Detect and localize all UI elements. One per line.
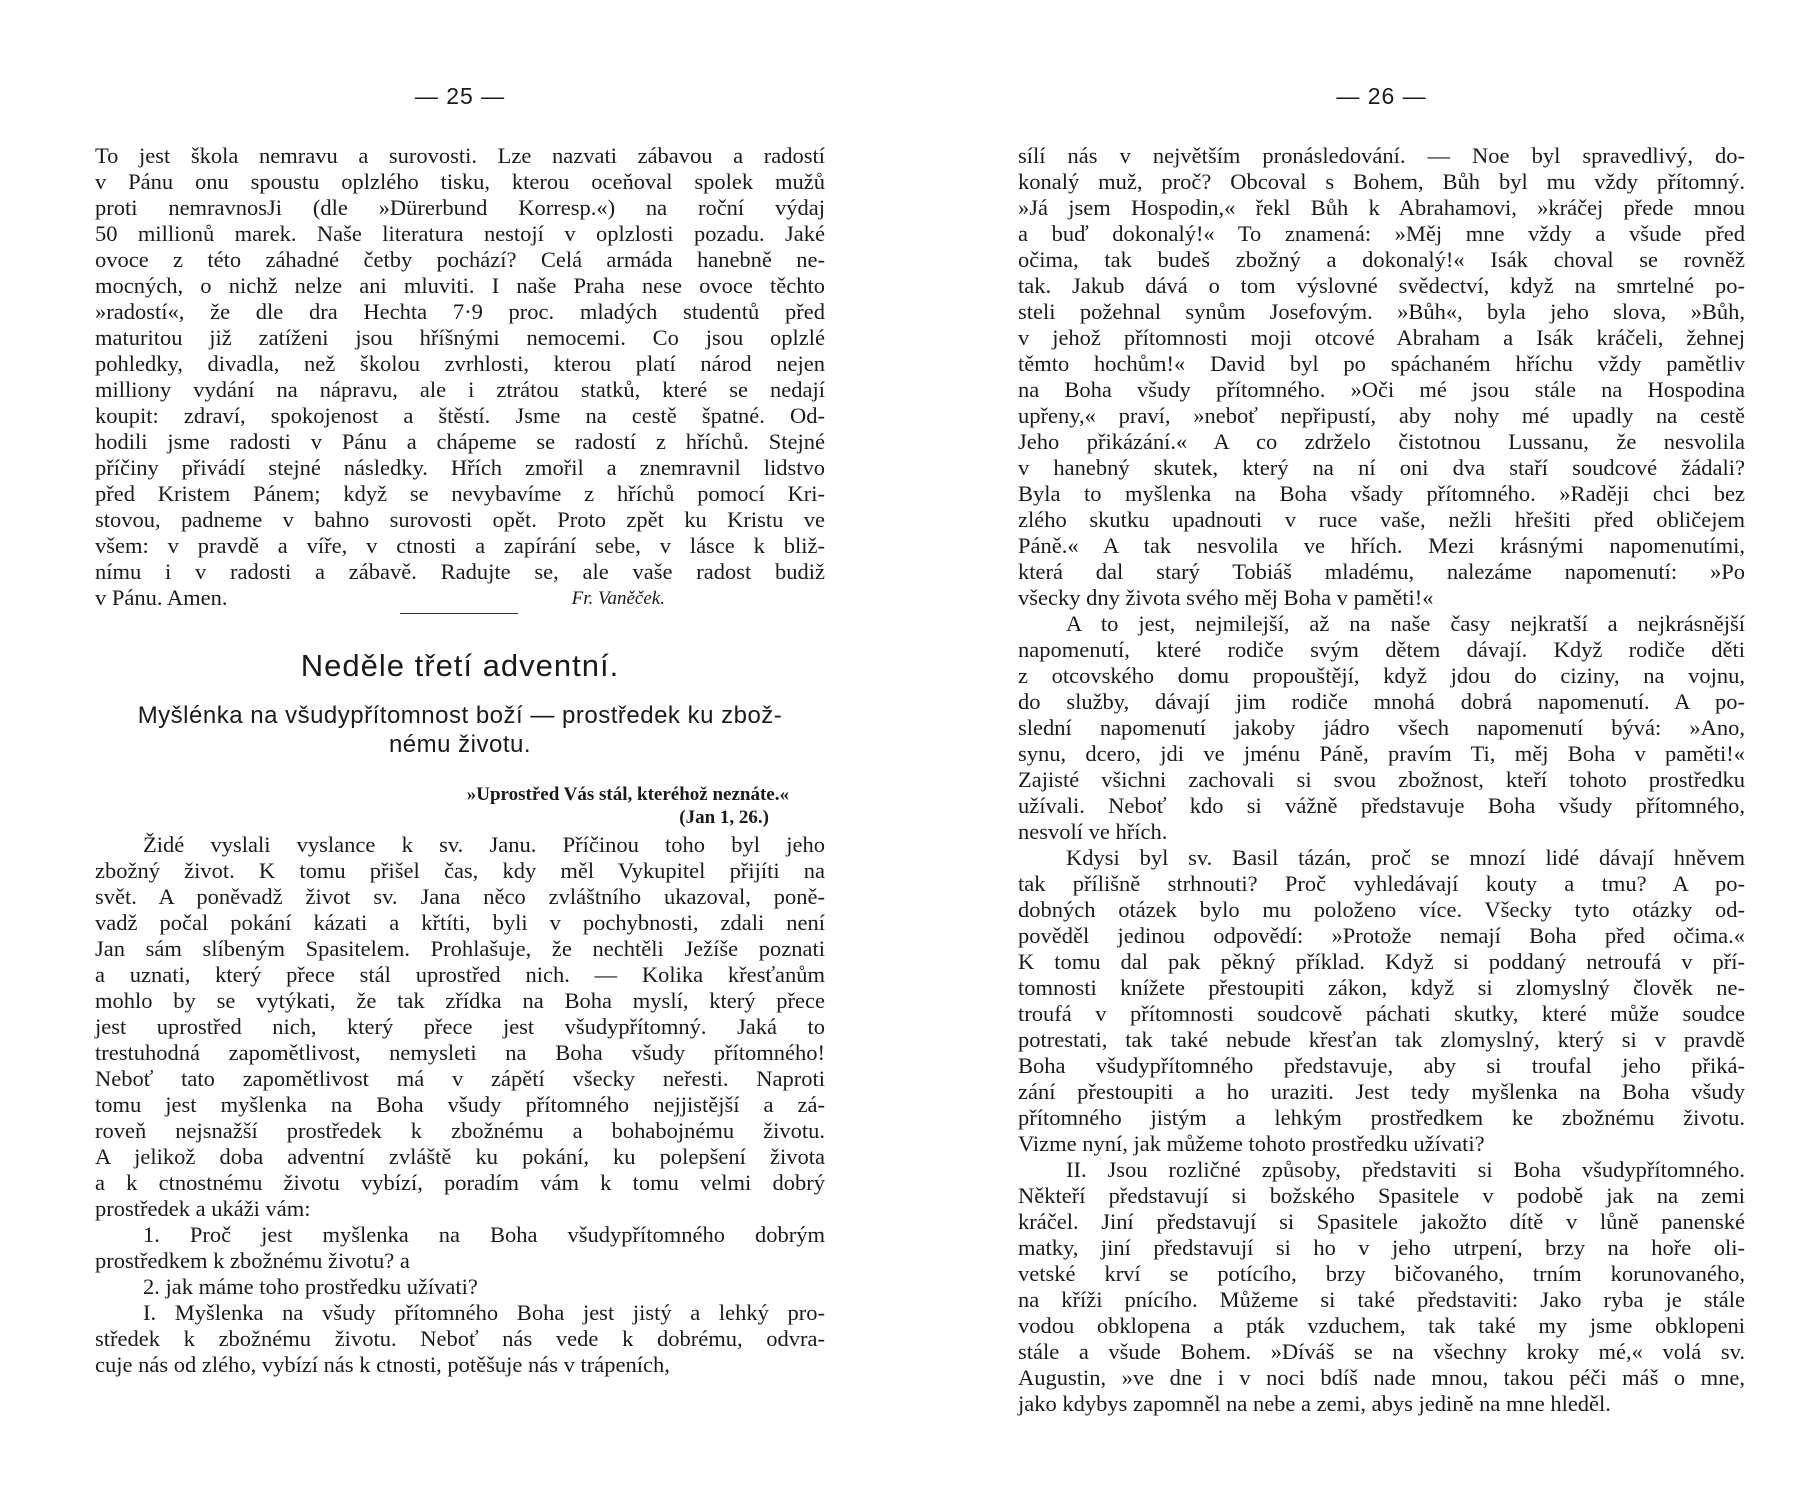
text-line: tomnosti knížete přestoupiti zákon, když si zlomyslný člověk ne- xyxy=(1018,975,1745,1000)
text-line: středek k zbožnému životu. Neboť nás vede k dobrému, odvra- xyxy=(95,1326,825,1351)
text-line: »radostí«, že dle dra Hechta 7·9 proc. mladých studentů před xyxy=(95,299,825,324)
text-line: konalý muž, proč? Obcoval s Bohem, Bůh byl mu vždy přítomný. xyxy=(1018,169,1745,194)
text-line: sílí nás v největším pronásledování. — Noe byl spravedlivý, do- xyxy=(1018,143,1745,168)
text-line: mocných, o nichž nelze ani mluviti. I naše Praha nese ovoce těchto xyxy=(95,273,825,298)
text-line: cuje nás od zlého, vybízí nás k ctnosti, potěšuje nás v trápeních, xyxy=(95,1352,670,1377)
text-line: pověděl jedinou odpovědí: »Protože nemají Boha před očima.« xyxy=(1018,923,1745,948)
motto-line: (Jan 1, 26.) xyxy=(679,807,769,828)
left-page xyxy=(95,0,825,1501)
text-line: »Já jsem Hospodin,« řekl Bůh k Abrahamovi, »kráčej přede mnou xyxy=(1018,195,1745,220)
text-line: Zajisté všichni zachovali si svou zbožnost, kteří tohoto prostředku xyxy=(1018,767,1745,792)
page-number-right: — 26 — xyxy=(1336,83,1427,109)
text-line: To jest škola nemravu a surovosti. Lze nazvati zábavou a radostí xyxy=(95,143,825,168)
text-line: dobných otázek bylo mu položeno více. Všecky tyto otázky od- xyxy=(1018,897,1745,922)
text-line: na kříži pnícího. Můžeme si také představiti: Jako ryba je stále xyxy=(1018,1287,1745,1312)
text-line: svět. A poněvadž život sv. Jana něco zvláštního ukazoval, poně- xyxy=(95,884,825,909)
text-line: zbožný život. K tomu přišel čas, kdy měl Vykupitel přijíti na xyxy=(95,858,825,883)
text-line: proti nemravnosJi (dle »Dürerbund Korresp.«) na roční výdaj xyxy=(95,195,825,220)
text-line: 2. jak máme toho prostředku užívati? xyxy=(143,1274,478,1299)
author-signature: Fr. Vaněček. xyxy=(571,588,665,609)
text-line: 50 millionů marek. Naše literatura nestojí v oplzlosti pozadu. Jaké xyxy=(95,221,825,246)
text-line: nímu i v radosti a zábavě. Radujte se, ale vaše radost budiž xyxy=(95,559,825,584)
text-line: Jan sám slíbeným Spasitelem. Prohlašuje, že nechtěli Ježíše poznati xyxy=(95,936,825,961)
right-page xyxy=(1018,0,1745,1501)
section-title: Neděle třetí adventní. xyxy=(300,648,620,683)
text-line: stovou, padneme v bahno surovosti opět. Proto zpět ku Kristu ve xyxy=(95,507,825,532)
motto-line: »Uprostřed Vás stál, kteréhož neznáte.« xyxy=(466,784,789,805)
text-line: pohledky, divadla, než školou zvrhlosti, kterou platí národ nejen xyxy=(95,351,825,376)
left-body-text xyxy=(95,832,825,1378)
text-line: Augustin, »ve dne i v noci bdíš nade mnou, takou péči máš o mne, xyxy=(1018,1365,1745,1390)
subtitle-line: Myšlénka na všudypřítomnost boží — prostředek ku zbož- xyxy=(137,702,783,729)
text-line: milliony vydání na nápravu, ale i ztrátou statků, které se nedají xyxy=(95,377,825,402)
text-line: upřeny,« praví, »neboť nepřipustí, aby nohy mé upadly na cestě xyxy=(1018,403,1745,428)
text-line: potrestati, tak také nebude křesťan tak zlomyslný, který si v pravdě xyxy=(1018,1027,1745,1052)
page-number-left: — 25 — xyxy=(414,83,506,109)
text-line: stále a všude Bohem. »Díváš se na všechny kroky mé,« volá sv. xyxy=(1018,1339,1745,1364)
text-line: troufá v přítomnosti soudcově páchati skutky, které může soudce xyxy=(1018,1001,1745,1026)
text-line: Někteří představují si božského Spasitele v podobě jak na zemi xyxy=(1018,1183,1745,1208)
signature-row xyxy=(95,585,825,611)
text-line: v hanebný skutek, který na ní oni dva staří soudcové žádali? xyxy=(1018,455,1745,480)
text-line: tak přílišně strhnouti? Proč vyhledávají kouty a tmu? A po- xyxy=(1018,871,1745,896)
text-line: všecky dny života svého měj Boha v paměti!« xyxy=(1018,585,1434,610)
text-line: K tomu dal pak pěkný příklad. Když si poddaný netroufá v pří- xyxy=(1018,949,1745,974)
text-line: Vizme nyní, jak můžeme tohoto prostředku užívati? xyxy=(1018,1131,1485,1156)
text-line: Páně.« A tak nesvolila ve hřích. Mezi krásnými napomenutími, xyxy=(1018,533,1745,558)
text-line: užívali. Neboť kdo si vážně představuje Boha všudy přítomného, xyxy=(1018,793,1745,818)
text-line: slední napomenutí jakoby jádro všech napomenutí bývá: »Ano, xyxy=(1018,715,1745,740)
text-line: koupit: zdraví, spokojenost a štěstí. Jsme na cestě špatné. Od- xyxy=(95,403,825,428)
text-line: před Kristem Pánem; když se nevybavíme z hříchů pomocí Kri- xyxy=(95,481,825,506)
text-line: a buď dokonalý!« To znamená: »Měj mne vždy a všude před xyxy=(1018,221,1745,246)
text-line: mohlo by se vytýkati, že tak zřídka na Boha myslí, který přece xyxy=(95,988,825,1013)
text-line: přítomného jistým a lehkým prostředkem ke zbožnému životu. xyxy=(1018,1105,1745,1130)
text-line: prostředkem k zbožnému životu? a xyxy=(95,1248,410,1273)
text-line: vadž počal pokání kázati a křtíti, byli v pochybnosti, zdali není xyxy=(95,910,825,935)
motto-quote xyxy=(467,783,789,829)
text-line: hodili jsme radosti v Pánu a chápeme se radostí z hříchů. Stejné xyxy=(95,429,825,454)
text-line: A jelikož doba adventní zvláště ku pokání, ku polepšení života xyxy=(95,1144,825,1169)
text-line: očima, tak budeš zbožný a dokonalý!« Isák choval se rovněž xyxy=(1018,247,1745,272)
text-line: A to jest, nejmilejší, až na naše časy nejkratší a nejkrásnější xyxy=(1066,611,1745,636)
text-line: I. Myšlenka na všudy přítomného Boha jest jistý a lehký pro- xyxy=(143,1300,825,1325)
section-divider xyxy=(400,613,518,614)
text-line: z otcovského domu propouštějí, když jdou do ciziny, na vojnu, xyxy=(1018,663,1745,688)
text-line: nesvolí ve hřích. xyxy=(1018,819,1168,844)
text-line: steli požehnal synům Josefovým. »Bůh«, byla jeho slova, »Bůh, xyxy=(1018,299,1745,324)
text-line: roveň nejsnažší prostředek k zbožnému a bohabojnému životu. xyxy=(95,1118,825,1143)
text-line: všem: v pravdě a víře, v ctnosti a zapírání sebe, v lásce k bliž- xyxy=(95,533,825,558)
text-line: trestuhodná zapomětlivost, nemysleti na Boha všudy přítomného! xyxy=(95,1040,825,1065)
text-line: ovoce z této záhadné četby pochází? Celá armáda hanebně ne- xyxy=(95,247,825,272)
text-line: II. Jsou rozličné způsoby, představiti si Boha všudypřítomného. xyxy=(1066,1157,1745,1182)
text-line: maturitou již zatíženi jsou hříšnými nemocemi. Co jsou oplzlé xyxy=(95,325,825,350)
text-line: Židé vyslali vyslance k sv. Janu. Příčinou toho byl jeho xyxy=(143,832,825,857)
text-line: matky, jiní představují si ho v jeho utrpení, brzy na hoře oli- xyxy=(1018,1235,1745,1260)
text-line: jako kdybys zapomněl na nebe a zemi, abys jedině na mne hleděl. xyxy=(1018,1391,1611,1416)
text-line: prostředek a ukáži vám: xyxy=(95,1196,311,1221)
text-line: těmto hochům!« David byl po spáchaném hříchu vždy pamětliv xyxy=(1018,351,1745,376)
closing-line: v Pánu. Amen. xyxy=(95,585,228,610)
text-line: vodou obklopena a pták vzduchem, tak také my jsme obklopeni xyxy=(1018,1313,1745,1338)
text-line: do služby, dávají jim rodiče mnohá dobrá napomenutí. A po- xyxy=(1018,689,1745,714)
text-line: Boha všudypřítomného představuje, aby si troufal jeho přiká- xyxy=(1018,1053,1745,1078)
text-line: zlého skutku upadnouti v ruce vaše, nežli hřešiti před obličejem xyxy=(1018,507,1745,532)
text-line: vetské krví se potícího, brzy bičovaného, trním korunovaného, xyxy=(1018,1261,1745,1286)
text-line: kráčel. Jiní představují si Spasitele jakožto dítě v lůně panenské xyxy=(1018,1209,1745,1234)
text-line: tomu jest myšlenka na Boha všudy přítomného nejjistější a zá- xyxy=(95,1092,825,1117)
text-line: tak. Jakub dává o tom výslovné svědectví, když na smrtelné po- xyxy=(1018,273,1745,298)
text-line: v Pánu onu spoustu oplzlého tisku, kterou oceňoval spolek mužů xyxy=(95,169,825,194)
text-line: v jehož přítomnosti moji otcové Abraham a Isák kráčeli, žehnej xyxy=(1018,325,1745,350)
text-line: Kdysi byl sv. Basil tázán, proč se mnozí lidé dávají hněvem xyxy=(1066,845,1745,870)
text-line: Neboť tato zapomětlivost má v zápětí všecky neřesti. Naproti xyxy=(95,1066,825,1091)
right-body-text xyxy=(1018,143,1745,1417)
left-top-text xyxy=(95,143,825,611)
text-line: jest uprostřed nich, který přece jest všudypřítomný. Jaká to xyxy=(95,1014,825,1039)
text-line: a k ctnostnému životu vybízí, poradím vám k tomu velmi dobrý xyxy=(95,1170,825,1195)
text-line: příčiny přivádí stejné následky. Hřích zmořil a znemravnil lidstvo xyxy=(95,455,825,480)
text-line: synu, dcero, jdi ve jménu Páně, pravím Ti, měj Boha v paměti!« xyxy=(1018,741,1745,766)
section-subtitle xyxy=(95,701,825,759)
text-line: 1. Proč jest myšlenka na Boha všudypřítomného dobrým xyxy=(143,1222,825,1247)
text-line: a uznati, který přece stál uprostřed nich. — Kolika křesťanům xyxy=(95,962,825,987)
subtitle-line: nému životu. xyxy=(388,731,532,758)
text-line: která dal starý Tobiáš mladému, nalezáme napomenutí: »Po xyxy=(1018,559,1745,584)
text-line: na Boha všudy přítomného. »Oči mé jsou stále na Hospodina xyxy=(1018,377,1745,402)
text-line: napomenutí, které rodiče svým dětem dávají. Když rodiče děti xyxy=(1018,637,1745,662)
text-line: zání přestoupiti a ho uraziti. Jest tedy myšlenka na Boha všudy xyxy=(1018,1079,1745,1104)
text-line: Jeho přikázání.« A co zdrželo čistotnou Lussanu, že nesvolila xyxy=(1018,429,1745,454)
text-line: Byla to myšlenka na Boha všady přítomného. »Raději chci bez xyxy=(1018,481,1745,506)
